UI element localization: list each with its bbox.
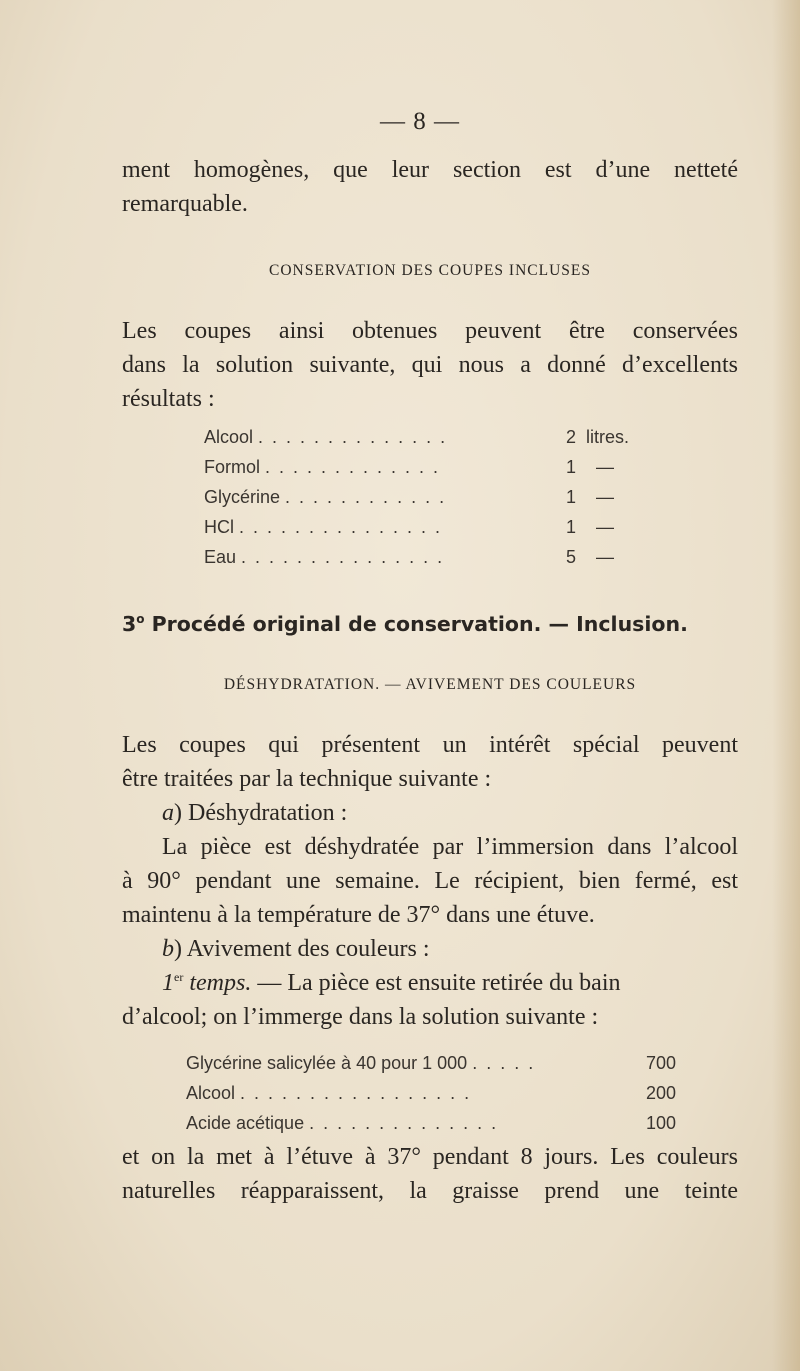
text-line: ment homogènes, que leur section est d’une netteté: [122, 157, 738, 183]
ingredient-name: Glycérine: [204, 487, 281, 507]
ingredient-name: HCl: [204, 517, 234, 537]
text-line: maintenu à la température de 37° dans une étuve.: [122, 902, 595, 928]
leader-dots: . . . . . . . . . . . . . .: [309, 1113, 499, 1133]
ingredient-name: Alcool: [186, 1083, 236, 1103]
recipe-row: [204, 452, 674, 482]
ingredient-name: Alcool: [204, 427, 254, 447]
leader-dots: . . . . . . . . . . . . .: [265, 457, 441, 477]
text-line: remarquable.: [122, 191, 248, 217]
text-line: à 90° pendant une semaine. Le récipient, bien fermé, est: [122, 868, 738, 894]
ingredient-unit: —: [596, 457, 614, 477]
paragraph-technique: [122, 728, 738, 1034]
text-line: La pièce est déshydratée par l’immersion dans l’alcool: [162, 834, 738, 860]
ingredient-name: Acide acétique: [186, 1113, 305, 1133]
ingredient-unit: —: [596, 487, 614, 507]
ingredient-name: Formol: [204, 457, 261, 477]
section-title-conservation: CONSERVATION DES COUPES INCLUSES: [268, 262, 591, 279]
list-label-b: b: [162, 936, 174, 962]
list-label-a: a: [162, 800, 174, 826]
text-line: être traitées par la technique suivante :: [122, 766, 492, 792]
text-line: Les coupes qui présentent un intérêt spécial peuvent: [122, 732, 738, 758]
ingredient-name: Eau: [204, 547, 237, 567]
list-text: ) Avivement des couleurs :: [174, 936, 430, 962]
ingredient-amount: 200: [645, 1083, 676, 1103]
recipe-table-1: [204, 422, 674, 572]
list-text: ) Déshydratation :: [174, 800, 348, 826]
heading-text: Procédé original de conservation. — Inclusion.: [144, 612, 688, 636]
step-ordinal: er: [174, 970, 184, 984]
text-line: naturelles réapparaissent, la graisse prend une teinte: [122, 1178, 738, 1204]
recipe-table-2: [186, 1048, 686, 1138]
recipe-row: [204, 482, 674, 512]
step-text: — La pièce est ensuite retirée du bain: [251, 970, 621, 996]
ingredient-amount: 1: [565, 517, 576, 537]
leader-dots: . . . . . . . . . . . .: [285, 487, 447, 507]
leader-dots: . . . . . . . . . . . . . . .: [239, 517, 443, 537]
degree-mark: o: [136, 612, 145, 627]
leader-dots: . . . . . . . . . . . . . . . . .: [240, 1083, 472, 1103]
text-line: [122, 932, 738, 966]
ingredient-amount: 100: [645, 1113, 676, 1133]
text-line: [122, 796, 738, 830]
ingredient-amount: 2: [565, 427, 576, 447]
leader-dots: . . . . . . . . . . . . . . .: [241, 547, 445, 567]
heading-number: 3: [122, 612, 137, 636]
leader-dots: . . . . .: [472, 1053, 536, 1073]
leader-dots: . . . . . . . . . . . . . .: [258, 427, 448, 447]
text-line: [122, 966, 738, 1000]
step-number: 1: [162, 970, 174, 996]
ingredient-unit: —: [596, 547, 614, 567]
text-line: et on la met à l’étuve à 37° pendant 8 jours. Les couleurs: [122, 1144, 738, 1170]
paragraph-conservation: [122, 314, 738, 416]
ingredient-amount: 1: [565, 487, 576, 507]
ingredient-amount: 5: [565, 547, 576, 567]
recipe-row: [204, 542, 674, 572]
text-line: d’alcool; on l’immerge dans la solution suivante :: [122, 1004, 599, 1030]
text-line: Les coupes ainsi obtenues peuvent être conservées: [122, 318, 738, 344]
recipe-row: [186, 1108, 686, 1138]
recipe-row: [186, 1078, 686, 1108]
section-heading-procede: [122, 612, 762, 636]
recipe-row: [204, 422, 674, 452]
text-line: résultats :: [122, 386, 215, 412]
ingredient-amount: 700: [645, 1053, 676, 1073]
text-line: dans la solution suivante, qui nous a donné d’excellents: [122, 352, 738, 378]
recipe-row: [186, 1048, 686, 1078]
step-label: temps.: [183, 970, 252, 996]
paragraph-continuation: [122, 153, 738, 221]
ingredient-amount: 1: [565, 457, 576, 477]
section-title-deshydratation: DÉSHYDRATATION. — AVIVEMENT DES COULEURS: [223, 676, 637, 693]
ingredient-unit: litres.: [586, 427, 630, 447]
paragraph-etuve: [122, 1140, 738, 1208]
ingredient-name: Glycérine salicylée à 40 pour 1 000: [186, 1053, 468, 1073]
page-number: — 8 —: [380, 108, 460, 135]
ingredient-unit: —: [596, 517, 614, 537]
recipe-row: [204, 512, 674, 542]
